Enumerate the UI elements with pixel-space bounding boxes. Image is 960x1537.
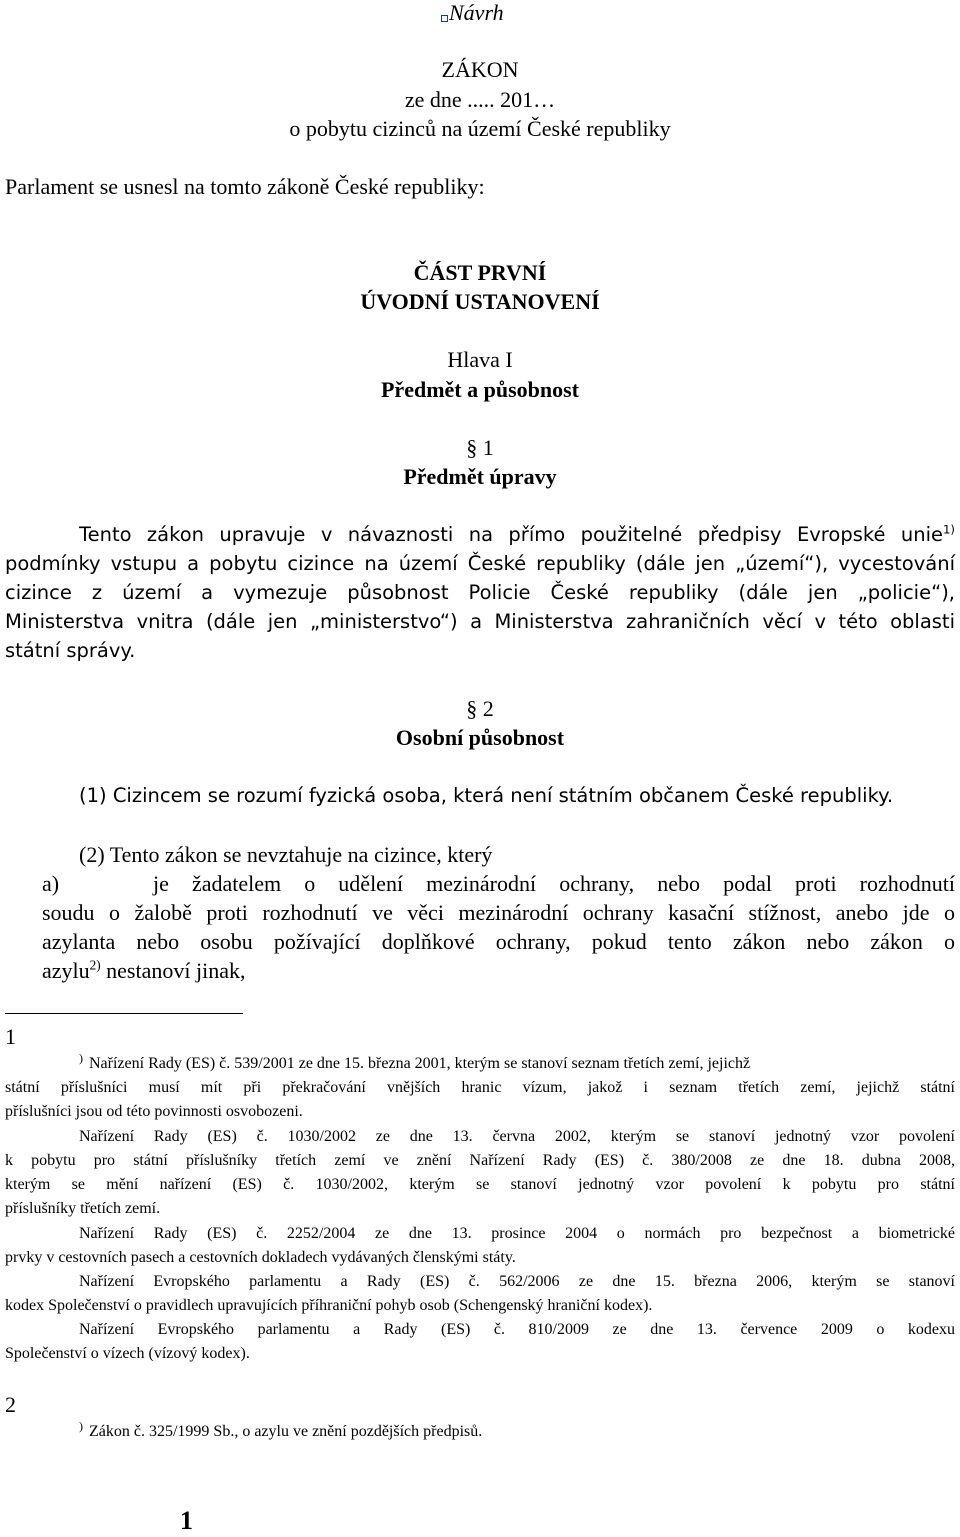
item-a-line-2: soudu o žalobě proti rozhodnutí ve věci mezinárodní ochrany kasační stížnost, anebo jde o bbox=[42, 900, 955, 925]
draft-label: Návrh bbox=[441, 0, 504, 26]
section1-title: Předmět úpravy bbox=[403, 464, 557, 489]
part-number: ČÁST PRVNÍ bbox=[413, 260, 547, 285]
chapter-name: Předmět a působnost bbox=[380, 377, 579, 402]
section2-title: Osobní působnost bbox=[395, 725, 565, 750]
footnote-ref-1: 1) bbox=[943, 522, 955, 537]
law-subject: o pobytu cizinců na území České republiky bbox=[289, 116, 671, 141]
footnote-1-line-13: Společenství o vízech (vízový kodex). bbox=[5, 1345, 250, 1362]
footnote-2-bracket: ) bbox=[79, 1419, 83, 1433]
law-title: ZÁKON bbox=[441, 57, 519, 82]
footnote-1-number: 1 bbox=[5, 1024, 16, 1049]
footnote-separator bbox=[5, 1013, 243, 1014]
draft-marker-icon bbox=[441, 15, 448, 22]
section2-para2-intro: (2) Tento zákon se nevztahuje na cizince, který bbox=[79, 842, 493, 867]
preamble: Parlament se usnesl na tomto zákoně České republiky: bbox=[5, 174, 485, 199]
footnote-1-line-5: k pobytu pro státní příslušníky třetích zemí ve znění Nařízení Rady (ES) č. 380/2008 ze dne 18. dubna 2008, bbox=[5, 1152, 955, 1169]
footnote-1-line-10: Nařízení Evropského parlamentu a Rady (ES) č. 562/2006 ze dne 15. března 2006, kterým se stanoví bbox=[79, 1273, 955, 1290]
section2-para1: (1) Cizincem se rozumí fyzická osoba, která není státním občanem České republiky. bbox=[79, 784, 894, 807]
footnote-1-line-11: kodex Společenství o pravidlech upravujících příhraniční pohyb osob (Schengenský hraniční kodex). bbox=[5, 1297, 653, 1314]
footnote-ref-2: 2) bbox=[89, 957, 101, 973]
item-a-line-1: je žadatelem o udělení mezinárodní ochrany, nebo podal proti rozhodnutí bbox=[153, 871, 955, 896]
footnote-1-bracket: ) bbox=[79, 1051, 83, 1065]
footnote-1-line-2: státní příslušníci musí mít při překračování vnějších hranic vízum, jakož i seznam třetích zemí, jejichž státní bbox=[5, 1079, 955, 1096]
item-a-line-4: azylu$^{2)}$ nestanoví jinak, bbox=[42, 957, 246, 983]
section2-number: § 2 bbox=[466, 696, 494, 721]
footnote-1-line-8: Nařízení Rady (ES) č. 2252/2004 ze dne 13. prosince 2004 o normách pro bezpečnost a biometrické bbox=[79, 1225, 955, 1242]
footnote-1-line-1: Nařízení Rady (ES) č. 539/2001 ze dne 15. března 2001, kterým se stanoví seznam třetích zemí, jejichž bbox=[89, 1055, 751, 1072]
item-a-line-3: azylanta nebo osobu požívající doplňkové ochrany, pokud tento zákon nebo zákon o bbox=[42, 929, 955, 954]
section1-line-3: cizince z území a vymezuje působnost Policie České republiky (dále jen „policie“), bbox=[5, 581, 955, 604]
footnote-1-line-3: příslušníci jsou od této povinnosti osvobozeni. bbox=[5, 1103, 303, 1120]
law-date: ze dne ..... 201… bbox=[404, 87, 556, 112]
part-name: ÚVODNÍ USTANOVENÍ bbox=[360, 289, 600, 314]
footnote-2-text: Zákon č. 325/1999 Sb., o azylu ve znění pozdějších předpisů. bbox=[89, 1423, 483, 1440]
item-a-label: a) bbox=[42, 871, 60, 896]
footnote-1-line-6: kterým se mění nařízení (ES) č. 1030/2002, kterým se stanoví jednotný vzor povolení k pobytu pro státní bbox=[5, 1176, 955, 1193]
section1-line-4: Ministerstva vnitra (dále jen „ministerstvo“) a Ministerstva zahraničních věcí v této oblasti bbox=[5, 610, 955, 633]
footnote-1-line-4: Nařízení Rady (ES) č. 1030/2002 ze dne 13. června 2002, kterým se stanoví jednotný vzor povolení bbox=[79, 1128, 955, 1145]
section1-line-2: podmínky vstupu a pobytu cizince na území České republiky (dále jen „území“), vycestování bbox=[5, 552, 955, 575]
section1-number: § 1 bbox=[466, 435, 494, 460]
section1-line-5: státní správy. bbox=[5, 639, 136, 662]
footnote-1-line-12: Nařízení Evropského parlamentu a Rady (ES) č. 810/2009 ze dne 13. července 2009 o kodexu bbox=[79, 1321, 955, 1338]
footnote-1-line-9: prvky v cestovních pasech a cestovních dokladech vydávaných členskými státy. bbox=[5, 1249, 516, 1266]
footnote-1-line-7: příslušníky třetích zemí. bbox=[5, 1200, 161, 1217]
page-number: 1 bbox=[180, 1506, 193, 1535]
section1-line-1: Tento zákon upravuje v návaznosti na přímo použitelné předpisy Evropské unie$^{1)}$ bbox=[79, 522, 955, 546]
chapter-number: Hlava I bbox=[447, 347, 513, 372]
footnote-2-number: 2 bbox=[5, 1392, 16, 1417]
